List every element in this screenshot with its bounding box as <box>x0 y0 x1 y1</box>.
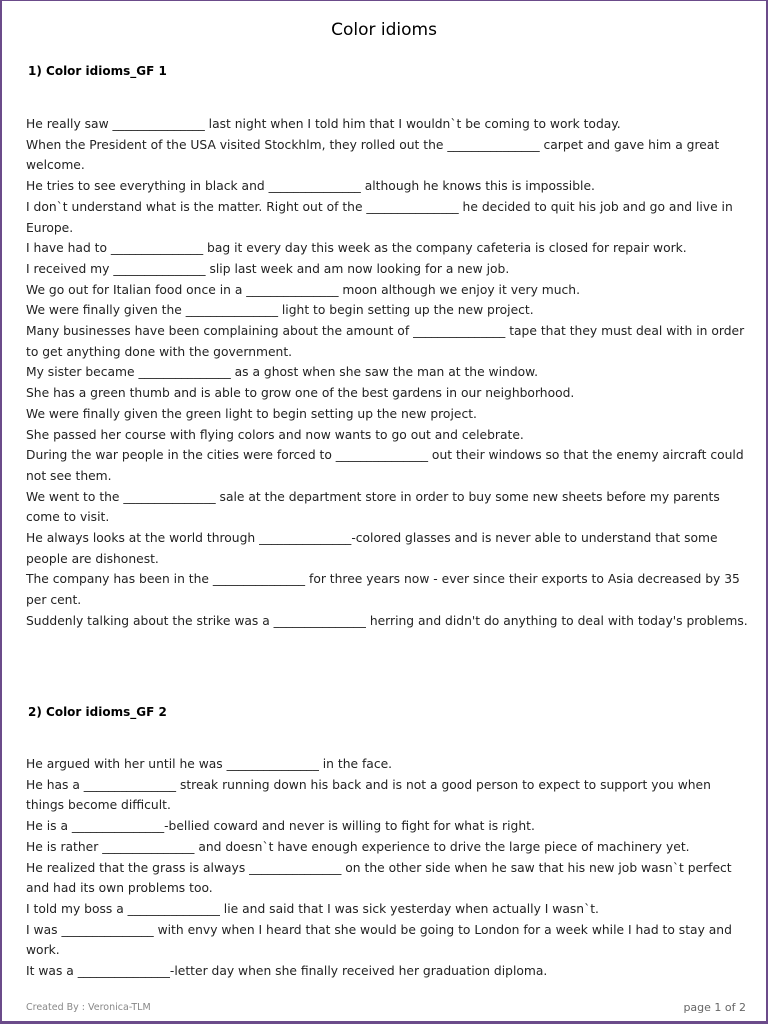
sentence-item: He has a _______________ streak running down his back and is not a good person to expect to support you when things become difficult. <box>26 777 711 813</box>
sentence-item: I received my _______________ slip last week and am now looking for a new job. <box>26 261 510 276</box>
sentence-item: I told my boss a _______________ lie and said that I was sick yesterday when actually I wasn`t. <box>26 901 599 916</box>
sentence-item: He really saw _______________ last night when I told him that I wouldn`t be coming to work today. <box>26 117 621 131</box>
sentence-item: During the war people in the cities were forced to _______________ out their windows so that the enemy aircraft could not see them. <box>26 448 744 483</box>
section-1-sentences <box>26 114 748 632</box>
sentence-item: Suddenly talking about the strike was a _______________ herring and didn't do anything to deal with today's problems. <box>26 613 748 628</box>
sentence-item: He is a _______________-bellied coward and never is willing to fight for what is right. <box>26 819 535 834</box>
footer-page-number: page 1 of 2 <box>683 1001 746 1014</box>
sentence-item: It was a _______________-letter day when she finally received her graduation diploma. <box>26 964 548 979</box>
section-2-sentences <box>26 754 748 982</box>
sentence-item: She passed her course with flying colors and now wants to go out and celebrate. <box>26 427 524 442</box>
sentence-item: He argued with her until he was _______________ in the face. <box>26 757 393 771</box>
sentence-item: Many businesses have been complaining about the amount of _______________ tape that they must deal with in order to get anything done with the government. <box>26 324 745 359</box>
section-2-heading: 2) Color idioms_GF 2 <box>28 705 167 719</box>
sentence-item: He always looks at the world through _______________-colored glasses and is never able to understand that some people are dishonest. <box>26 531 718 566</box>
sentence-item: We were finally given the green light to begin setting up the new project. <box>26 406 477 421</box>
sentence-item: We were finally given the _______________ light to begin setting up the new project. <box>26 303 534 318</box>
sentence-item: He is rather _______________ and doesn`t have enough experience to drive the large piece of machinery yet. <box>26 839 690 854</box>
sentence-item: I was _______________ with envy when I heard that she would be going to London for a week while I had to stay and work. <box>26 922 732 958</box>
sentence-item: My sister became _______________ as a ghost when she saw the man at the window. <box>26 365 538 380</box>
page-title: Color idioms <box>331 20 437 40</box>
sentence-item: The company has been in the _______________ for three years now - ever since their exports to Asia decreased by 35 per cent. <box>26 572 740 608</box>
sentence-item: He tries to see everything in black and _______________ although he knows this is impossible. <box>26 179 595 194</box>
sentence-item: I don`t understand what is the matter. Right out of the _______________ he decided to quit his job and go and live in Europe. <box>26 199 733 235</box>
section-1-heading: 1) Color idioms_GF 1 <box>28 64 167 78</box>
sentence-item: She has a green thumb and is able to grow one of the best gardens in our neighborhood. <box>26 386 575 401</box>
sentence-item: We go out for Italian food once in a _______________ moon although we enjoy it very much. <box>26 282 581 297</box>
sentence-item: We went to the _______________ sale at the department store in order to buy some new sheets before my parents come to visit. <box>26 489 720 525</box>
sentence-item: I have had to _______________ bag it every day this week as the company cafeteria is closed for repair work. <box>26 241 687 256</box>
sentence-item: He realized that the grass is always _______________ on the other side when he saw that his new job wasn`t perfect and had its own problems too. <box>26 860 732 896</box>
footer-created-by: Created By : Veronica-TLM <box>26 1002 151 1013</box>
sentence-item: When the President of the USA visited Stockhlm, they rolled out the _______________ carpet and gave him a great welcome. <box>26 137 720 173</box>
